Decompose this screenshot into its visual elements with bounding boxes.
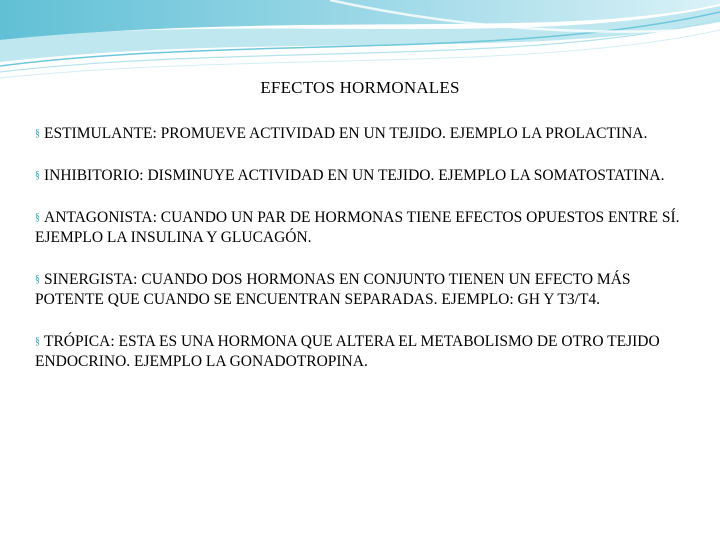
- item-text: ESTIMULANTE: PROMUEVE ACTIVIDAD EN UN TEJIDO. EJEMPLO LA PROLACTINA.: [44, 125, 648, 142]
- bullet-list: [35, 124, 695, 394]
- bullet-icon: §: [35, 212, 40, 223]
- list-item-sinergista: [35, 270, 695, 310]
- item-text: ANTAGONISTA: CUANDO UN PAR DE HORMONAS TIENE EFECTOS OPUESTOS ENTRE SÍ. EJEMPLO LA INSULINA Y GLUCAGÓN.: [35, 209, 680, 246]
- item-text: INHIBITORIO: DISMINUYE ACTIVIDAD EN UN TEJIDO. EJEMPLO LA SOMATOSTATINA.: [44, 167, 665, 184]
- list-item-estimulante: [35, 124, 695, 144]
- item-text: TRÓPICA: ESTA ES UNA HORMONA QUE ALTERA EL METABOLISMO DE OTRO TEJIDO ENDOCRINO. EJEMPLO LA GONADOTROPINA.: [35, 333, 660, 370]
- bullet-icon: §: [35, 128, 40, 139]
- bullet-icon: §: [35, 170, 40, 181]
- item-text: SINERGISTA: CUANDO DOS HORMONAS EN CONJUNTO TIENEN UN EFECTO MÁS POTENTE QUE CUANDO SE ENCUENTRAN SEPARADAS. EJEMPLO: GH Y T3/T4.: [35, 271, 631, 308]
- bullet-icon: §: [35, 274, 40, 285]
- list-item-tropica: [35, 332, 695, 372]
- list-item-inhibitorio: [35, 166, 695, 186]
- list-item-antagonista: [35, 208, 695, 248]
- bullet-icon: §: [35, 336, 40, 347]
- slide-title: EFECTOS HORMONALES: [260, 78, 460, 97]
